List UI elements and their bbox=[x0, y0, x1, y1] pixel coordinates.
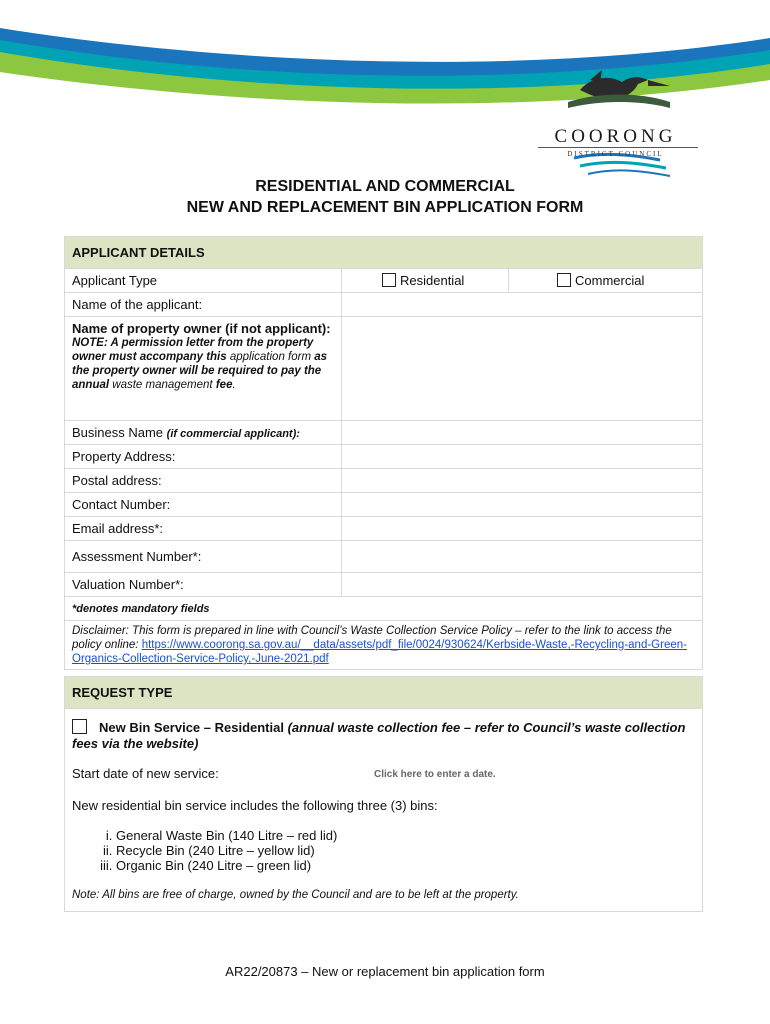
property-address-label: Property Address: bbox=[65, 445, 342, 469]
postal-address-field[interactable] bbox=[342, 469, 703, 493]
assessment-number-label: Assessment Number*: bbox=[65, 541, 342, 573]
pelican-logo-icon bbox=[530, 62, 700, 182]
residential-option[interactable] bbox=[342, 269, 509, 293]
business-name-cell bbox=[65, 421, 342, 445]
owner-note-2: application form bbox=[229, 351, 312, 363]
business-name-note: (if commercial applicant): bbox=[166, 428, 300, 440]
owner-note-1: NOTE: A permission letter from the property owner must accompany this bbox=[72, 337, 314, 363]
residential-checkbox[interactable] bbox=[382, 273, 396, 287]
commercial-option[interactable] bbox=[509, 269, 703, 293]
request-type-table bbox=[64, 676, 703, 912]
applicant-name-field[interactable] bbox=[342, 293, 703, 317]
start-date-label: Start date of new service: bbox=[72, 766, 219, 781]
document-footer: AR22/20873 – New or replacement bin application form bbox=[225, 964, 545, 979]
new-bin-service-row bbox=[72, 719, 695, 752]
owner-label: Name of property owner (if not applicant): bbox=[72, 321, 331, 336]
contact-number-field[interactable] bbox=[342, 493, 703, 517]
disclaimer-cell bbox=[65, 621, 703, 670]
commercial-label: Commercial bbox=[575, 273, 645, 288]
bins-list bbox=[72, 828, 695, 873]
postal-address-label: Postal address: bbox=[65, 469, 342, 493]
bins-intro: New residential bin service includes the following three (3) bins: bbox=[72, 798, 438, 813]
new-bin-service-label: New Bin Service – Residential bbox=[99, 720, 284, 735]
commercial-checkbox[interactable] bbox=[557, 273, 571, 287]
residential-label: Residential bbox=[400, 273, 465, 288]
policy-link[interactable]: https://www.coorong.sa.gov.au/__data/assets/pdf_file/0024/930624/Kerbside-Waste,-Recycling-and-Green-Organics-Collection-Service-Policy,-June-2021.pdf bbox=[72, 639, 687, 665]
valuation-number-label: Valuation Number*: bbox=[65, 573, 342, 597]
start-date-row bbox=[72, 766, 695, 784]
bin-item-general: i. General Waste Bin (140 Litre – red lid) bbox=[116, 828, 695, 843]
bin-item-recycle: ii. Recycle Bin (240 Litre – yellow lid) bbox=[116, 843, 695, 858]
new-bin-service-checkbox[interactable] bbox=[72, 719, 87, 734]
logo-subtitle: DISTRICT COUNCIL bbox=[567, 150, 664, 158]
applicant-type-label: Applicant Type bbox=[65, 269, 342, 293]
applicant-name-label: Name of the applicant: bbox=[65, 293, 342, 317]
owner-note-5: fee bbox=[215, 379, 233, 391]
business-name-label: Business Name bbox=[72, 425, 164, 440]
owner-cell bbox=[65, 317, 342, 421]
email-address-field[interactable] bbox=[342, 517, 703, 541]
new-bin-service-note: (annual waste collection fee – refer to Council’s waste collection fees via the website) bbox=[72, 720, 686, 751]
start-date-picker[interactable]: Click here to enter a date. bbox=[374, 769, 496, 780]
logo-divider bbox=[538, 147, 698, 148]
contact-number-label: Contact Number: bbox=[65, 493, 342, 517]
business-name-field[interactable] bbox=[342, 421, 703, 445]
form-title-line2: NEW AND REPLACEMENT BIN APPLICATION FORM bbox=[186, 199, 584, 216]
email-address-label: Email address*: bbox=[65, 517, 342, 541]
request-type-header: REQUEST TYPE bbox=[65, 677, 703, 709]
owner-note: NOTE: A permission letter from the property owner must accompany this application form as the property owner will be required to pay the annual waste management fee. bbox=[72, 337, 328, 391]
logo-name: COORONG bbox=[554, 126, 677, 147]
request-details-cell bbox=[65, 709, 703, 912]
applicant-details-table bbox=[64, 236, 703, 670]
owner-note-4: waste management bbox=[112, 379, 213, 391]
owner-name-field[interactable] bbox=[342, 317, 703, 421]
assessment-number-field[interactable] bbox=[342, 541, 703, 573]
bins-footnote: Note: All bins are free of charge, owned by the Council and are to be left at the property. bbox=[72, 889, 519, 901]
form-title-line1: RESIDENTIAL AND COMMERCIAL bbox=[255, 178, 515, 195]
applicant-details-header: APPLICANT DETAILS bbox=[65, 237, 703, 269]
mandatory-note: *denotes mandatory fields bbox=[65, 597, 703, 621]
bin-item-organic: iii. Organic Bin (240 Litre – green lid) bbox=[116, 858, 695, 873]
property-address-field[interactable] bbox=[342, 445, 703, 469]
valuation-number-field[interactable] bbox=[342, 573, 703, 597]
disclaimer-text: Disclaimer: This form is prepared in line with Council’s Waste Collection Service Policy – refer to the link to access the policy online: bbox=[72, 625, 672, 651]
owner-note-3: as the property owner will be required to pay the annual bbox=[72, 351, 328, 391]
